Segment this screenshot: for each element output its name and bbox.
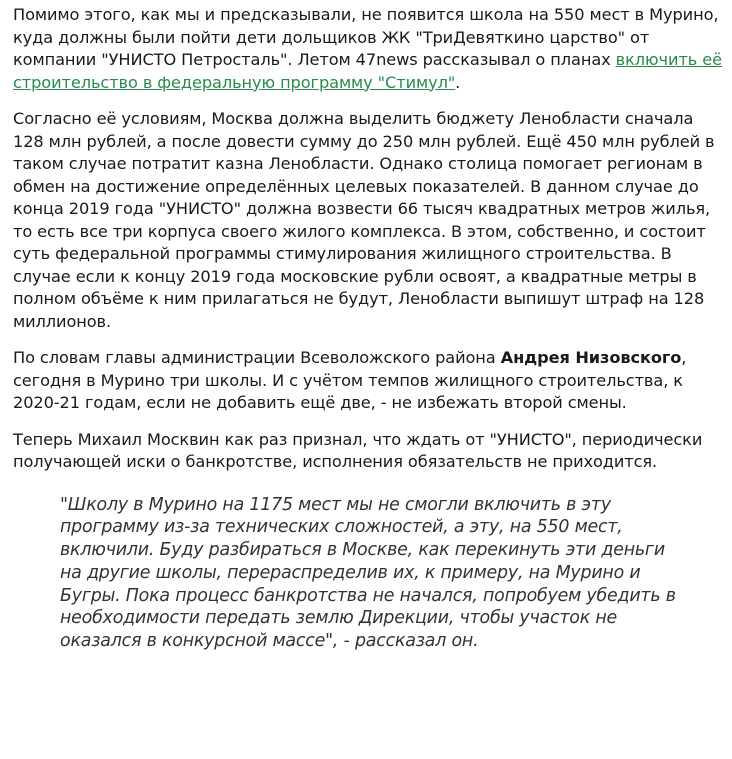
official-name: Андрея Низовского xyxy=(500,348,682,367)
paragraph-1-text-end: . xyxy=(455,72,461,92)
paragraph-1-text-start: Помимо этого, как мы и предсказывали, не появится школа на 550 мест в Мурино, куда должны были пойти дети дольщиков ЖК "ТриДевяткино царство" от компании "УНИСТО Петросталь". Летом 47news рассказывал о планах xyxy=(13,5,719,69)
paragraph-3 xyxy=(13,347,722,415)
paragraph-3-text-start: По словам главы администрации Всеволожского района xyxy=(13,348,501,367)
blockquote: "Школу в Мурино на 1175 мест мы не смогли включить в эту программу из-за технических сложностей, а эту, на 550 мест, включили. Буду разбираться в Москве, как перекинуть эти деньги на другие школы, перераспределив их, к примеру, на Мурино и Бугры. Пока процесс банкротства не начался, попробуем убедить в необходимости передать землю Дирекции, чтобы участок не оказался в конкурсной массе", - рассказал он. xyxy=(60,494,676,652)
paragraph-3-text-end: , сегодня в Мурино три школы. И с учётом темпов жилищного строительства, к 2020-21 годам, если не добавить ещё две, - не избежать второй смены. xyxy=(13,348,687,412)
paragraph-1 xyxy=(13,4,722,94)
stimul-program-link[interactable]: включить её строительство в федеральную программу "Стимул" xyxy=(13,50,722,92)
paragraph-4: Теперь Михаил Москвин как раз признал, что ждать от "УНИСТО", периодически получающей иски о банкротстве, исполнения обязательств не приходится. xyxy=(13,429,703,471)
paragraph-2: Согласно её условиям, Москва должна выделить бюджету Ленобласти сначала 128 млн рублей, а после довести сумму до 250 млн рублей. Ещё 450 млн рублей в таком случае потратит казна Ленобласти. Однако столица помогает регионам в обмен на достижение определённых целевых показателей. В данном случае до конца 2019 года "УНИСТО" должна возвести 66 тысяч квадратных метров жилья, то есть все три корпуса своего жилого комплекса. В этом, собственно, и состоит суть федеральной программы стимулирования жилищного строительства. В случае если к концу 2019 года московские рубли освоят, а квадратные метры в полном объёме к ним прилагаться не будут, Ленобласти выпишут штраф на 128 миллионов. xyxy=(13,109,715,331)
